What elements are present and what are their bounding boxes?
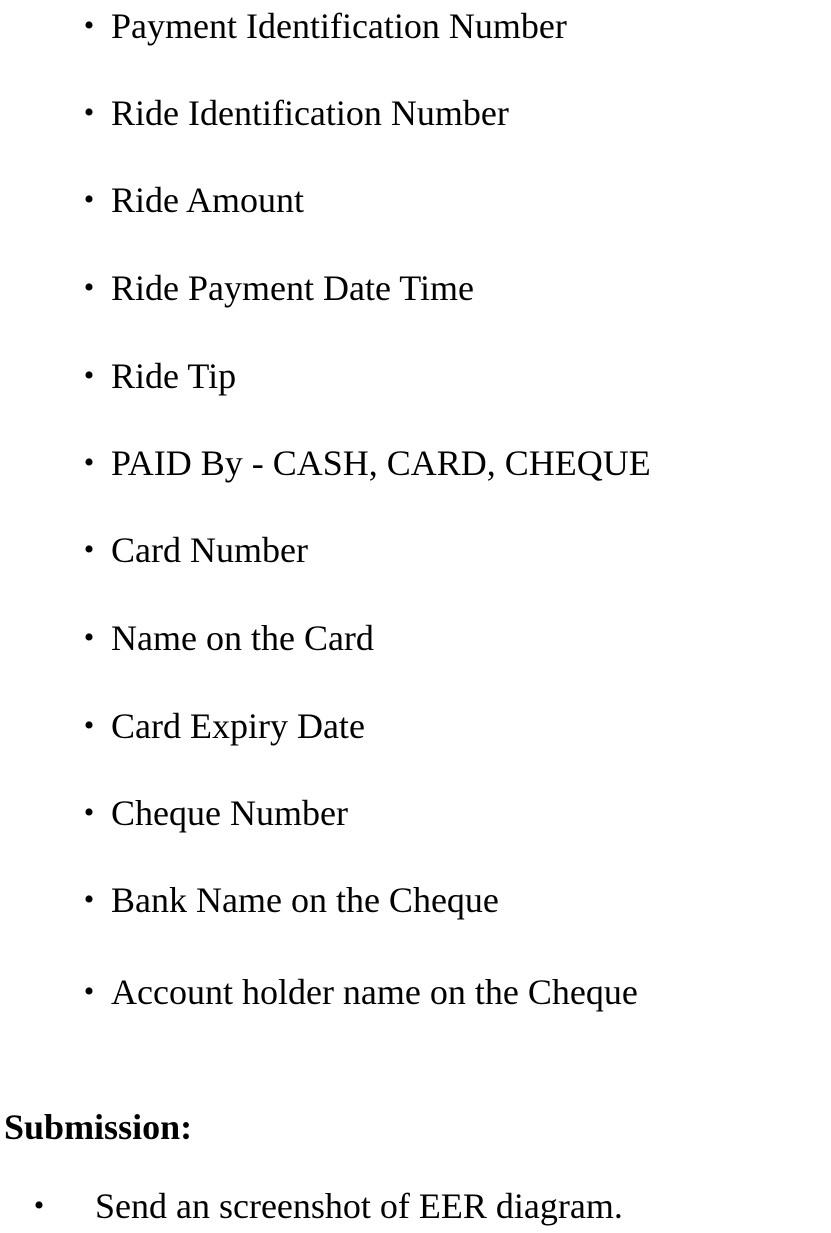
list-item-text: PAID By - CASH, CARD, CHEQUE <box>111 443 651 483</box>
list-item-text: Card Expiry Date <box>111 706 365 746</box>
list-item-text: Ride Identification Number <box>111 93 509 133</box>
list-item <box>0 1186 831 1226</box>
list-item <box>0 793 831 833</box>
list-item-text: Ride Tip <box>111 356 237 396</box>
list-item <box>0 93 831 133</box>
bullet: • <box>83 183 95 216</box>
bullet: • <box>83 709 95 742</box>
list-item-text: Account holder name on the Cheque <box>111 972 638 1012</box>
list-item <box>0 530 831 570</box>
list-item <box>0 356 831 396</box>
bullet: • <box>83 883 95 916</box>
list-item-text: Payment Identification Number <box>111 6 567 46</box>
list-item <box>0 268 831 308</box>
list-item <box>0 180 831 220</box>
list-item <box>0 618 831 658</box>
list-item <box>0 972 831 1012</box>
list-item <box>0 706 831 746</box>
list-item-text: Ride Payment Date Time <box>111 268 474 308</box>
submission-heading: Submission: <box>4 1107 193 1147</box>
bullet: • <box>83 9 95 42</box>
bullet: • <box>83 271 95 304</box>
list-item <box>0 443 831 483</box>
list-item-text: Bank Name on the Cheque <box>111 880 499 920</box>
submission-list <box>0 1186 831 1226</box>
bullet: • <box>83 621 95 654</box>
bullet: • <box>83 96 95 129</box>
bullet: • <box>83 796 95 829</box>
list-item-text: Cheque Number <box>111 793 348 833</box>
bullet: • <box>33 1189 45 1222</box>
list-item <box>0 6 831 46</box>
list-item-text: Card Number <box>111 530 308 570</box>
list-item-text: Send an screenshot of EER diagram. <box>95 1186 623 1226</box>
bullet: • <box>83 446 95 479</box>
list-item-text: Ride Amount <box>111 180 305 220</box>
bullet: • <box>83 359 95 392</box>
bullet: • <box>83 533 95 566</box>
list-item <box>0 880 831 920</box>
list-item-text: Name on the Card <box>111 618 374 658</box>
bullet: • <box>83 975 95 1008</box>
